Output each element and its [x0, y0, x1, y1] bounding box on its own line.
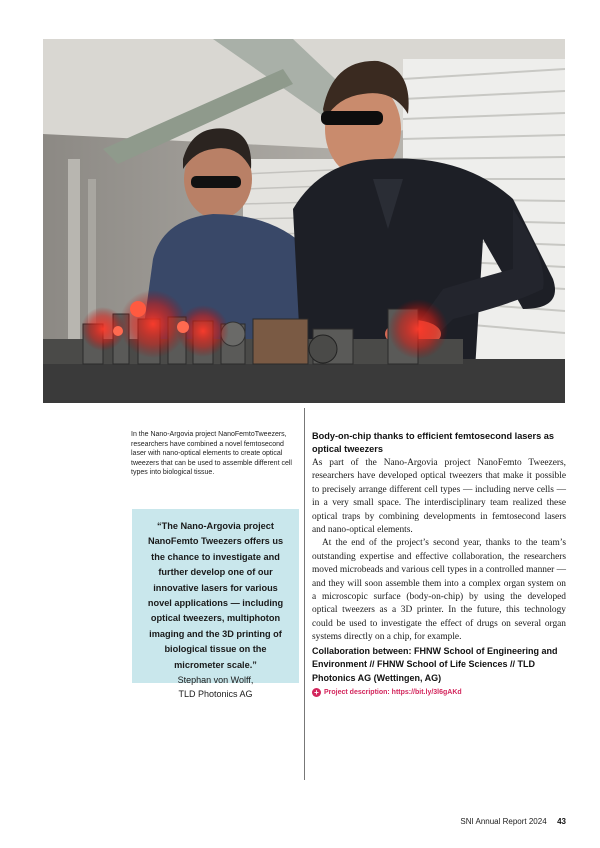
- article-heading: Body-on-chip thanks to efficient femtosecond lasers as optical tweezers: [312, 431, 554, 454]
- project-link[interactable]: [312, 688, 566, 697]
- article: [312, 430, 566, 697]
- lab-photo-illustration: [43, 39, 565, 403]
- quote-text: “The Nano-Argovia project NanoFemto Tweezers offers us the chance to investigate and further develop one of our innovative lasers for various novel applications — including optical tweezers, multiphoton imaging and the 3D printing of biological tissue on the micrometer scale.”: [147, 521, 284, 670]
- collaboration-text: Collaboration between: FHNW School of Engineering and Environment // FHNW School of Life Sciences // TLD Photonics AG (Wettingen, AG): [312, 645, 558, 683]
- project-link-text[interactable]: Project description: https://bit.ly/3l6gAKd: [324, 688, 462, 696]
- article-paragraph-1: As part of the Nano-Argovia project NanoFemto Tweezers, researchers have developed optical tweezers that make it possible to precisely arrange different cell types — including nerve cells — in a very small space. The interdisciplinary team realized these optical traps by combining developments in femtosecond lasers and nano-optical elements.: [312, 458, 566, 536]
- page-number: 43: [557, 817, 566, 826]
- column-divider: [304, 408, 305, 780]
- quote-box: [132, 509, 299, 700]
- page-footer: [0, 811, 566, 829]
- quote-organization: TLD Photonics AG: [178, 689, 253, 700]
- plus-icon: +: [312, 688, 321, 697]
- footer-report-title: SNI Annual Report 2024: [460, 817, 547, 826]
- quote-author: Stephan von Wolff,: [177, 675, 254, 686]
- article-paragraph-2: At the end of the project’s second year, thanks to the team’s outstanding expertise and effective collaboration, the researchers moved microbeads and various cell types in a controlled manner — and they will soon assemble them into a complex organ system on a microscopic surface (body-on-chip) by using the developed optical tweezers as a 3D printer. In the future, this technology could be used to investigate the effect of drugs on several organ systems directly on a chip, for example.: [312, 538, 566, 643]
- photo-caption: In the Nano-Argovia project NanoFemtoTweezers, researchers have combined a novel femtosecond laser with nano-optical elements to create optical tweezers that can be used to assemble different cell types into biological tissue.: [131, 431, 292, 477]
- lab-photo: [43, 39, 565, 403]
